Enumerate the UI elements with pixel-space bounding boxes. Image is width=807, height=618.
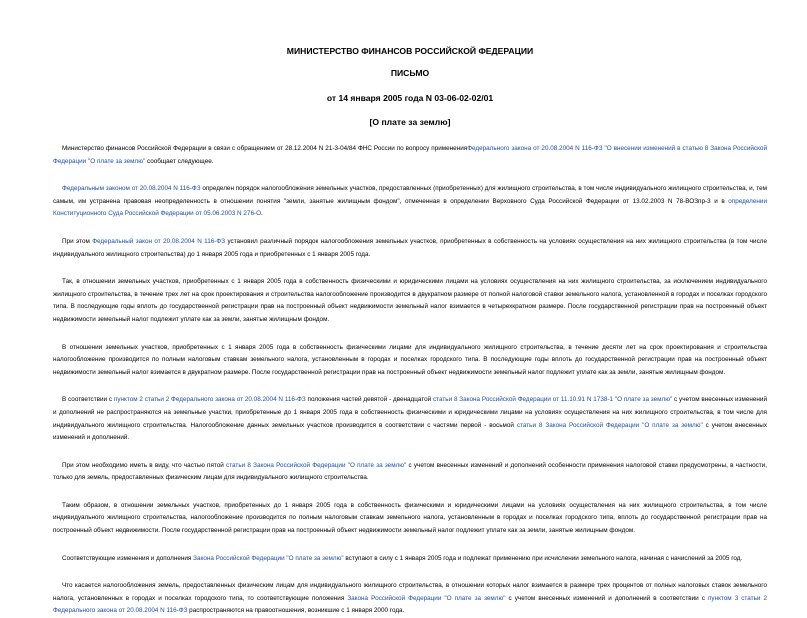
paragraph-text: В отношении земельных участков, приобретенных с 1 января 2005 года в собственность физическими лицами для индивидуального жилищного строительства, в течение десяти лет на срок проектирования и строительства налогообложение производится по полным налоговым ставкам земельного налога, установленным в городах и поселках городского типа. В последующие годы вплоть до государственной регистрации прав на построенный объект недвижимости земельный налог взимается в двукратном размере. После государственной регистрации прав на построенный объект недвижимости земельный налог подлежит уплате как за земли, занятые жилищным фондом. — [53, 343, 767, 376]
date-number-heading: от 14 января 2005 года N 03-06-02-02/01 — [326, 93, 494, 103]
paragraph-9 — [53, 553, 767, 566]
paragraph-text: В соответствии с — [62, 396, 114, 404]
legal-reference-link[interactable]: Федеральным законом от 20.08.2004 N 116-ФЗ — [62, 185, 201, 193]
paragraph-text: установил различный порядок налогообложения земельных участков, приобретенных в собственность на условиях осуществления на них жилищного строительства (в том числе индивидуального жилищного строительства) до 1 января 2005 года и приобретенных с 1 января 2005 года. — [53, 237, 767, 258]
paragraph-text: Таким образом, в отношении земельных участков, приобретенных до 1 января 2005 года в собственность физическими и юридическими лицами на условиях осуществления на них жилищного строительства, в том числе индивидуального жилищного строительства, налогообложение производится по полным налоговым ставкам земельного налога, установленным в городах и поселках городского типа, вплоть до государственной регистрации прав на построенный объект недвижимости. После государственной регистрации прав на построенный объект недвижимости земельный налог подлежит уплате как за земли, занятые жилищным фондом. — [53, 501, 767, 535]
legal-reference-link[interactable]: статьи 8 Закона Российской Федерации от 11.10.91 N 1738-1 "О плате за землю" — [433, 396, 673, 404]
paragraph-2 — [53, 183, 767, 221]
paragraph-text: . — [261, 210, 263, 218]
legal-reference-link[interactable]: Закона Российской Федерации "О плате за землю" — [347, 594, 506, 602]
paragraph-1 — [53, 143, 767, 168]
document-type-heading: ПИСЬМО — [390, 68, 430, 78]
paragraph-3 — [53, 236, 767, 261]
letter-body — [53, 143, 767, 618]
paragraph-text: Что касается налогообложения земель, предоставленных физическим лицам для индивидуального жилищного строительства, в отношении которых налог взимается в размере трех процентов от полных налоговых ставок земельного налога, установленных в городах и поселках городского типа, то соответствующие положения — [53, 582, 767, 602]
paragraph-text: с учетом внесенных изменений и дополнений не распространяются на земельные участки, приобретенные до 1 января 2005 года в собственность физическими и юридическими лицами на условиях осуществления на них жилищного строительства, в том числе для индивидуального жилищного строительства. Налогообложение данных земельных участков производится в соответствии с частями первой - восьмой — [53, 396, 767, 429]
legal-reference-link[interactable]: пунктом 2 статьи 2 Федерального закона от 20.08.2004 N 116-ФЗ — [113, 396, 306, 404]
paragraph-text: Так, в отношении земельных участков, приобретенных с 1 января 2005 года в собственность физическими и юридическими лицами на условиях осуществления на них жилищного строительства, за исключением индивидуального жилищного строительства, в течение трех лет на срок проектирования и строительства налогообложение производится в двукратном размере от полной налоговой ставки земельного налога, установленной в городах и поселках городского типа. В последующие годы вплоть до государственной регистрации прав на построенный объект недвижимости земельный налог взимается в четырехкратном размере. После государственной регистрации прав на построенный объект недвижимости земельный налог подлежит уплате как за земли, занятые жилищным фондом. — [53, 278, 767, 323]
paragraph-8 — [53, 500, 767, 538]
legal-reference-link[interactable]: Федерального закона от 20.08.2004 N 116-ФЗ "О внесении изменений в статью 8 Закона Российской Федерации "О плате за землю" — [53, 145, 768, 165]
paragraph-text: При этом — [62, 237, 93, 245]
paragraph-7 — [53, 460, 767, 485]
paragraph-text: Соответствующие изменения и дополнения — [62, 554, 194, 562]
paragraph-text: распространяются на правоотношения, возникшие с 1 января 2000 года. — [187, 607, 405, 615]
paragraph-5 — [53, 342, 767, 380]
paragraph-6 — [53, 394, 767, 444]
paragraph-text: вступают в силу с 1 января 2005 года и подлежат применению при исчислении земельного налога, начиная с начислений за 2005 год. — [343, 554, 743, 562]
paragraph-text: с учетом внесенных изменений и дополнений в соответствии с — [505, 594, 708, 602]
legal-reference-link[interactable]: статьи 8 Закона Российской Федерации "О плате за землю" — [226, 461, 407, 469]
paragraph-text: сообщает следующее. — [145, 157, 214, 165]
paragraph-text: с учетом внесенных изменений и дополнений особенности применения налоговой ставки предусмотрены, в частности, только для земель, предоставленных физическим лицам для индивидуального жилищного строительства. — [53, 461, 767, 482]
paragraph-text: определен порядок налогообложения земельных участков, предоставленных (приобретенных) для жилищного строительства, в том числе индивидуального жилищного строительства, и, тем самым, им устранена правовая неопределенность в отношении понятия "земли, занятые жилищным фондом", отмеченная в определении Верховного Суда Российской Федерации от 13.02.2003 N 78-ВОЗпр-3 и в — [53, 185, 767, 205]
paragraph-text: положения частей девятой - двенадцатой — [305, 396, 433, 404]
legal-reference-link[interactable]: пунктом 3 статьи 2 Федерального закона от 20.08.2004 N 116-ФЗ — [53, 594, 767, 615]
ministry-heading: МИНИСТЕРСТВО ФИНАНСОВ РОССИЙСКОЙ ФЕДЕРАЦИИ — [286, 46, 534, 56]
legal-reference-link[interactable]: Федеральный закон от 20.08.2004 N 116-ФЗ — [92, 237, 226, 245]
paragraph-text: При этом необходимо иметь в виду, что частью пятой — [62, 461, 227, 469]
paragraph-10 — [53, 580, 767, 618]
paragraph-text: Министерство финансов Российской Федерации в связи с обращением от 28.12.2004 N 21-3-04/84 ФНС России по вопросу применения — [62, 145, 468, 152]
paragraph-4 — [53, 276, 767, 326]
legal-reference-link[interactable]: определении Конституционного Суда Российской Федерации от 05.06.2003 N 276-О — [53, 197, 767, 218]
legal-reference-link[interactable]: Закона Российской Федерации "О плате за землю" — [193, 554, 344, 562]
paragraph-text: с учетом внесенных изменений и дополнений. — [53, 421, 767, 442]
subject-heading: [О плате за землю] — [369, 117, 451, 127]
legal-reference-link[interactable]: статьи 8 Закона Российской Федерации "О плате за землю" — [516, 421, 703, 429]
